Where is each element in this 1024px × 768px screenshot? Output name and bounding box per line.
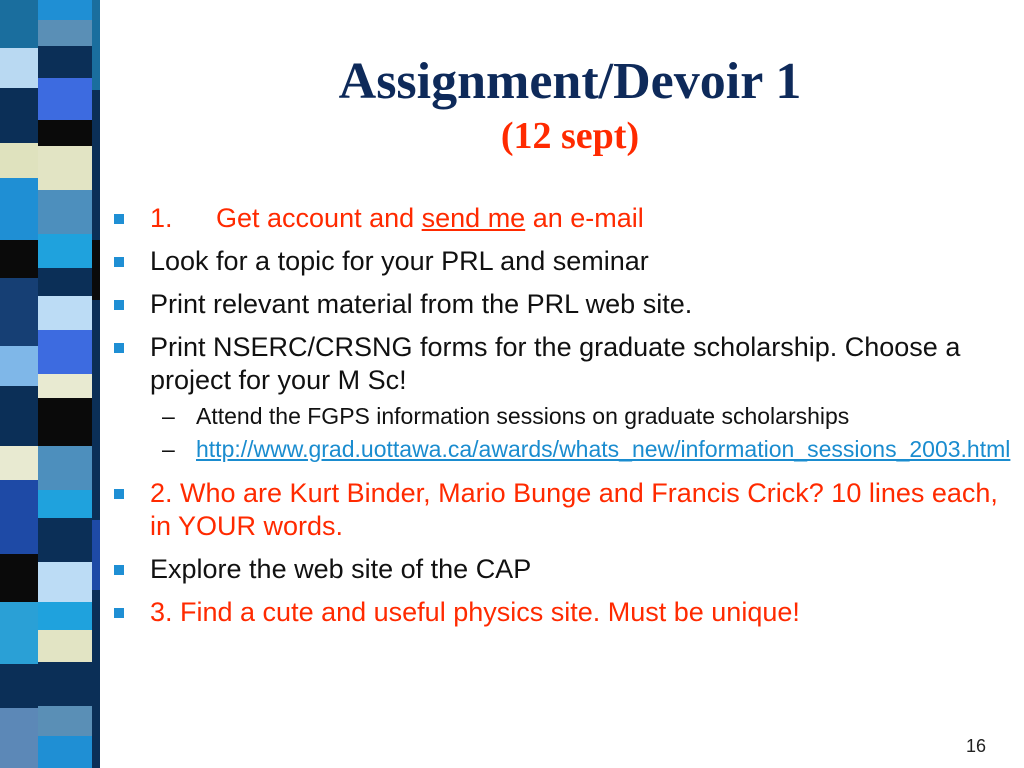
item-text: 2. Who are Kurt Binder, Mario Bunge and Francis Crick? 10 lines each, in YOUR words.	[150, 478, 998, 541]
bullet-item-1	[112, 202, 1012, 235]
item-number: 1.	[150, 203, 173, 233]
square-bullet-icon	[114, 300, 124, 310]
title-subtitle: (12 sept)	[500, 115, 640, 157]
bullet-item-7	[112, 596, 1012, 629]
item-text-after: an e-mail	[525, 203, 644, 233]
title-main: Assignment/Devoir 1	[338, 53, 802, 110]
page-number: 16	[966, 736, 987, 756]
bullet-item-6	[112, 553, 1012, 586]
bullet-item-2	[112, 245, 1012, 278]
item-text: Print relevant material from the PRL web site.	[150, 289, 693, 319]
item-text: 3. Find a cute and useful physics site. Must be unique!	[150, 597, 800, 627]
square-bullet-icon	[114, 565, 124, 575]
sub-item-1	[112, 403, 1012, 430]
item-text: Explore the web site of the CAP	[150, 554, 532, 584]
item-text: Print NSERC/CRSNG forms for the graduate scholarship. Choose a project for your M Sc!	[150, 332, 961, 395]
bullet-list	[112, 202, 1012, 639]
sub-item-text: Attend the FGPS information sessions on graduate scholarships	[196, 403, 850, 429]
dash-bullet: –	[162, 436, 175, 462]
bullet-item-3	[112, 288, 1012, 321]
item-text: Get account and	[216, 203, 422, 233]
bullet-item-4	[112, 331, 1012, 397]
square-bullet-icon	[114, 343, 124, 353]
decorative-stripe-bar	[0, 0, 118, 768]
sub-item-2	[112, 436, 1012, 463]
send-me-link[interactable]: send me	[421, 203, 526, 233]
square-bullet-icon	[114, 214, 124, 224]
fgps-sessions-link[interactable]: http://www.grad.uottawa.ca/awards/whats_new/information_sessions_2003.html	[196, 436, 1011, 462]
slide-title	[200, 52, 940, 158]
square-bullet-icon	[114, 257, 124, 267]
dash-bullet: –	[162, 403, 175, 429]
square-bullet-icon	[114, 608, 124, 618]
bullet-item-5	[112, 477, 1012, 543]
square-bullet-icon	[114, 489, 124, 499]
item-text: Look for a topic for your PRL and seminar	[150, 246, 649, 276]
